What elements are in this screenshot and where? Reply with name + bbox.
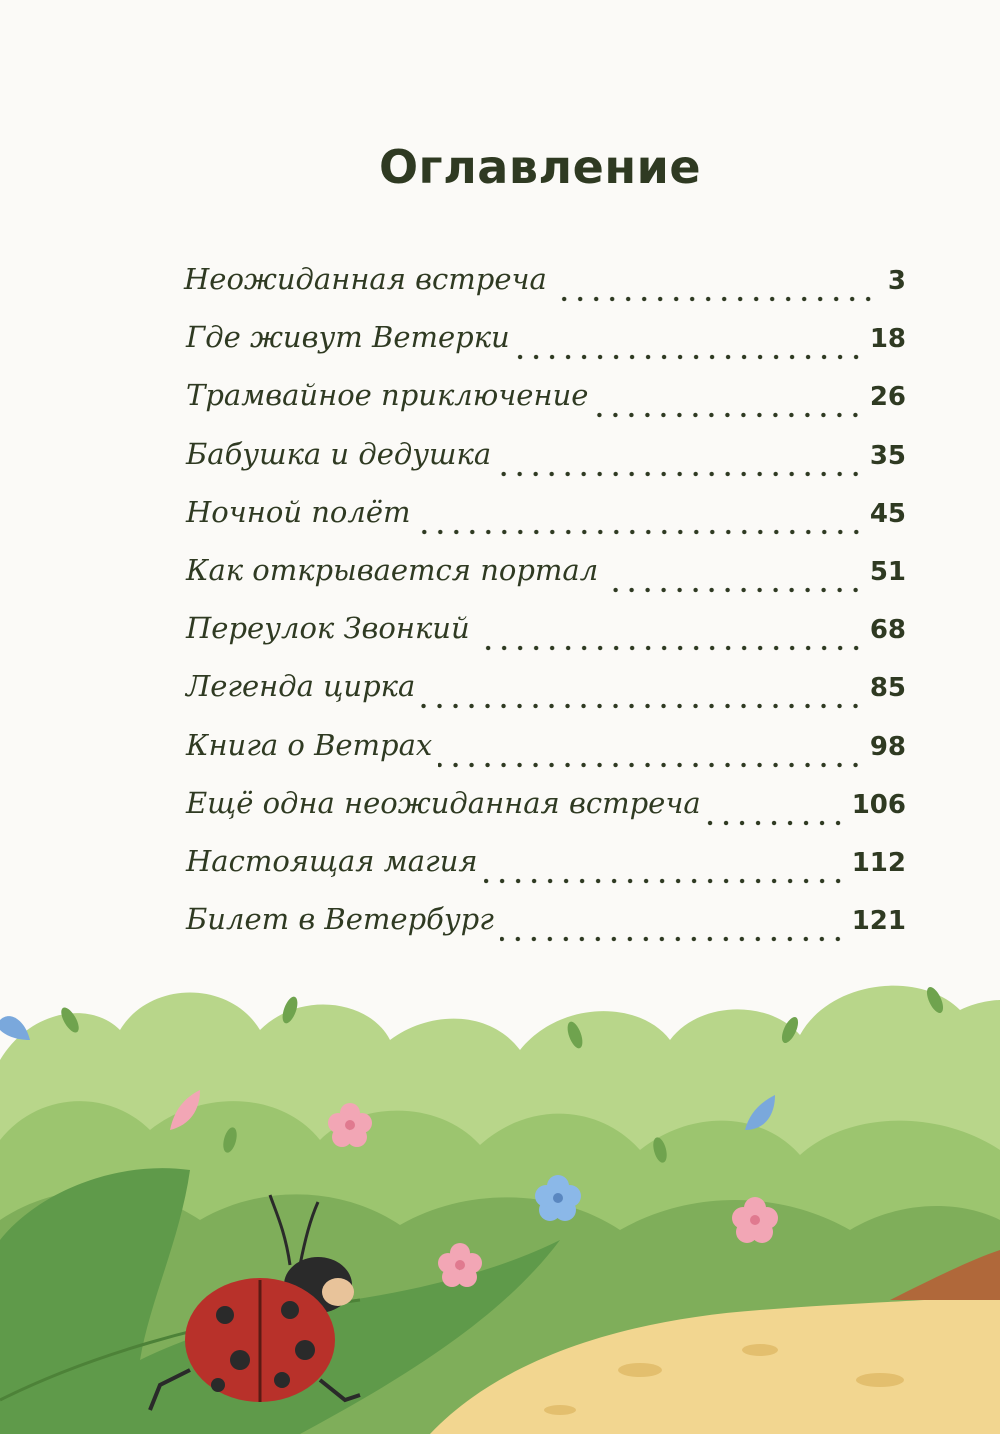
toc-entry[interactable] xyxy=(186,320,906,378)
page-title: Оглавление xyxy=(378,140,702,194)
toc-entry[interactable] xyxy=(184,262,906,320)
toc-entry-page: 18 xyxy=(869,324,906,355)
toc-entry-title: Бабушка и дедушка xyxy=(186,436,492,471)
toc-entry-page: 3 xyxy=(887,266,906,296)
garden-illustration xyxy=(0,940,1000,1434)
toc-entry-page: 35 xyxy=(869,440,906,471)
toc-entry-page: 98 xyxy=(869,731,906,762)
toc-entry[interactable] xyxy=(186,611,906,669)
leader-dots xyxy=(604,587,864,593)
leader-dots xyxy=(421,703,864,709)
toc-entry-page: 68 xyxy=(869,615,906,646)
leader-dots xyxy=(553,296,876,302)
toc-entry[interactable] xyxy=(186,844,906,902)
toc-entry[interactable] xyxy=(186,786,906,844)
toc-entry-title: Настоящая магия xyxy=(186,843,478,878)
leader-dots xyxy=(497,471,864,477)
toc-entry-title: Ночной полёт xyxy=(186,494,411,529)
toc-entry[interactable] xyxy=(186,437,906,495)
toc-entry-title: Как открывается портал xyxy=(186,552,599,587)
leader-dots xyxy=(438,762,864,768)
toc-entry-title: Легенда цирка xyxy=(186,669,416,704)
toc-entry-page: 106 xyxy=(851,789,906,820)
leader-dots xyxy=(707,820,846,826)
toc-entry-title: Где живут Ветерки xyxy=(186,320,510,355)
toc-entry-page: 121 xyxy=(851,906,906,937)
toc-entry-title: Трамвайное приключение xyxy=(186,378,589,413)
toc-entry-page: 85 xyxy=(869,673,906,704)
leader-dots xyxy=(476,645,864,651)
toc-entry[interactable] xyxy=(186,378,906,436)
leader-dots xyxy=(417,529,864,535)
toc-entry-title: Переулок Звонкий xyxy=(186,611,470,646)
toc-entry-page: 51 xyxy=(869,556,906,587)
toc-entry-title: Билет в Ветербург xyxy=(186,902,494,937)
toc-entry-title: Неожиданная встреча xyxy=(184,262,547,296)
toc-entry-page: 45 xyxy=(869,498,906,529)
toc-entry[interactable] xyxy=(186,553,906,611)
toc-entry-page: 26 xyxy=(869,382,906,413)
toc-entry[interactable] xyxy=(186,728,906,786)
toc-entry-page: 112 xyxy=(851,847,906,878)
toc-entry[interactable] xyxy=(186,669,906,727)
toc-entry-title: Ещё одна неожиданная встреча xyxy=(186,785,701,820)
leader-dots xyxy=(484,878,846,884)
leader-dots xyxy=(516,354,864,360)
toc-entry[interactable] xyxy=(186,495,906,553)
leader-dots xyxy=(594,412,863,418)
toc-entry-title: Книга о Ветрах xyxy=(186,727,433,762)
table-of-contents xyxy=(186,262,906,960)
